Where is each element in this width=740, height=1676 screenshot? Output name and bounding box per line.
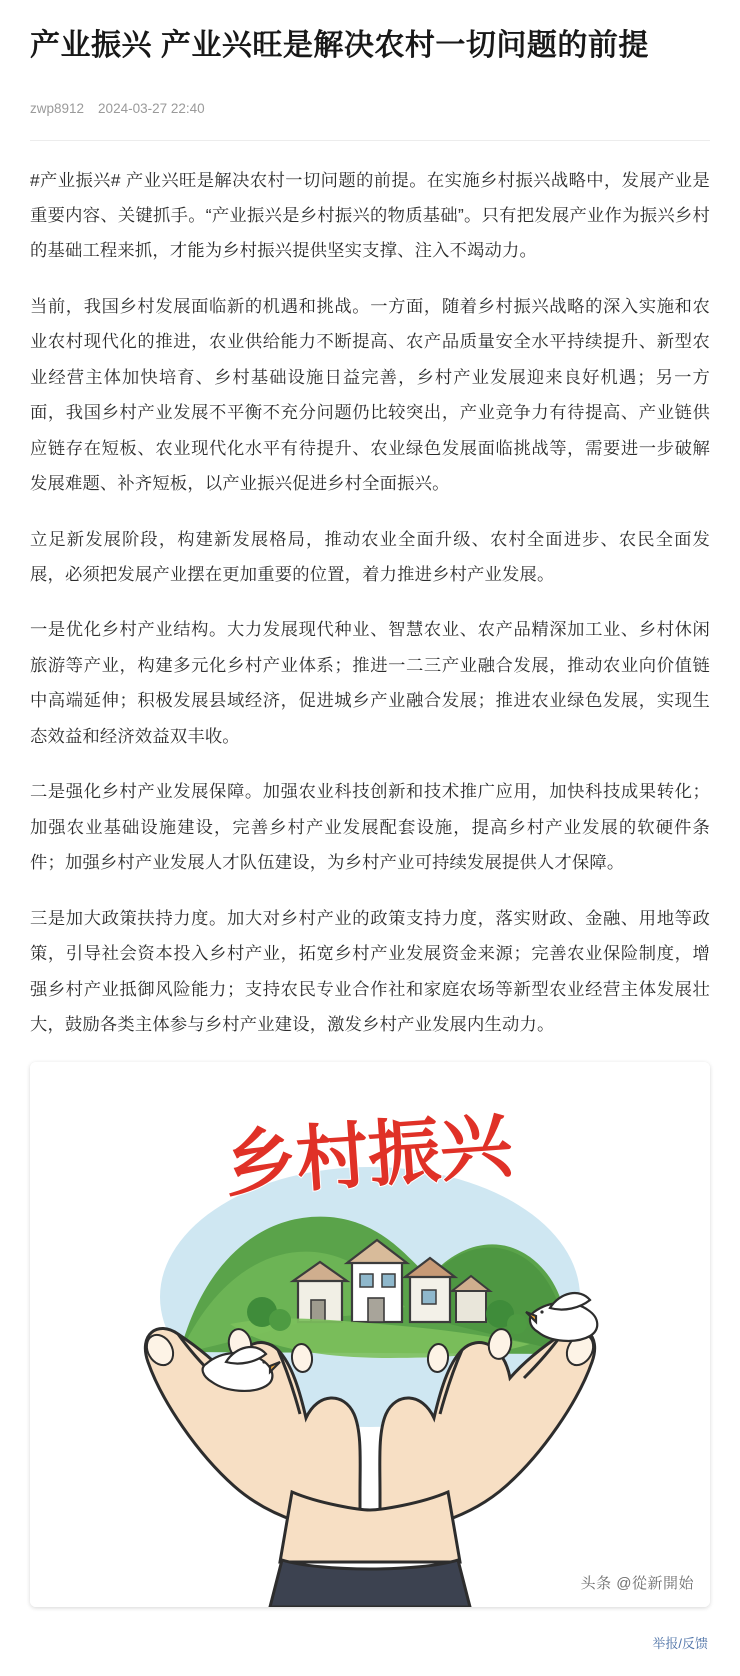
article-meta [30, 101, 710, 116]
figure-watermark: 头条 @從新開始 [580, 1575, 694, 1593]
paragraph: #产业振兴# 产业兴旺是解决农村一切问题的前提。在实施乡村振兴战略中，发展产业是重要内容、关键抓手。“产业振兴是乡村振兴的物质基础”。只有把发展产业作为振兴乡村的基础工程来抓，才能为乡村振兴提供坚实支撑、注入不竭动力。 [30, 169, 710, 261]
paragraph: 二是强化乡村产业发展保障。加强农业科技创新和技术推广应用，加快科技成果转化；加强农业基础设施建设，完善乡村产业发展配套设施，提高乡村产业发展的软硬件条件；加强乡村产业发展人才队伍建设，为乡村产业可持续发展提供人才保障。 [30, 781, 710, 873]
article-body [30, 163, 710, 1043]
paragraph: 当前，我国乡村发展面临新的机遇和挑战。一方面，随着乡村振兴战略的深入实施和农业农村现代化的推进，农业供给能力不断提高、农产品质量安全水平持续提升、新型农业经营主体加快培育、乡村基础设施日益完善，乡村产业发展迎来良好机遇；另一方面，我国乡村产业发展不平衡不充分问题仍比较突出，产业竞争力有待提高、产业链供应链存在短板、农业现代化水平有待提升、农业绿色发展面临挑战等，需要进一步破解发展难题、补齐短板，以产业振兴促进乡村全面振兴。 [30, 295, 710, 494]
paragraph: 三是加大政策扶持力度。加大对乡村产业的政策支持力度，落实财政、金融、用地等政策，引导社会资本投入乡村产业，拓宽乡村产业发展资金来源；完善农业保险制度，增强乡村产业抵御风险能力；支持农民专业合作社和家庭农场等新型农业经营主体发展壮大，鼓励各类主体参与乡村产业建设，激发乡村产业发展内生动力。 [30, 907, 710, 1035]
report-feedback-link[interactable]: 举报/反馈 [652, 1636, 708, 1652]
header-divider [30, 140, 710, 141]
article-figure[interactable] [30, 1062, 710, 1607]
paragraph: 一是优化乡村产业结构。大力发展现代种业、智慧农业、农产品精深加工业、乡村休闲旅游等产业，构建多元化乡村产业体系；推进一二三产业融合发展，推动农业向价值链中高端延伸；积极发展县域经济，促进城乡产业融合发展；推进农业绿色发展，实现生态效益和经济效益双丰收。 [30, 619, 710, 746]
hands-holding-village-illustration [30, 1062, 710, 1607]
article-footer [30, 1633, 710, 1666]
publish-timestamp: 2024-03-27 22:40 [98, 100, 205, 116]
page-title: 产业振兴 产业兴旺是解决农村一切问题的前提 [30, 29, 649, 62]
paragraph: 立足新发展阶段，构建新发展格局，推动农业全面升级、农村全面进步、农民全面发展，必须把发展产业摆在更加重要的位置，着力推进乡村产业发展。 [30, 528, 710, 585]
svg-text:乡村振兴: 乡村振兴 [221, 1106, 515, 1207]
author-name[interactable]: zwp8912 [30, 100, 85, 116]
